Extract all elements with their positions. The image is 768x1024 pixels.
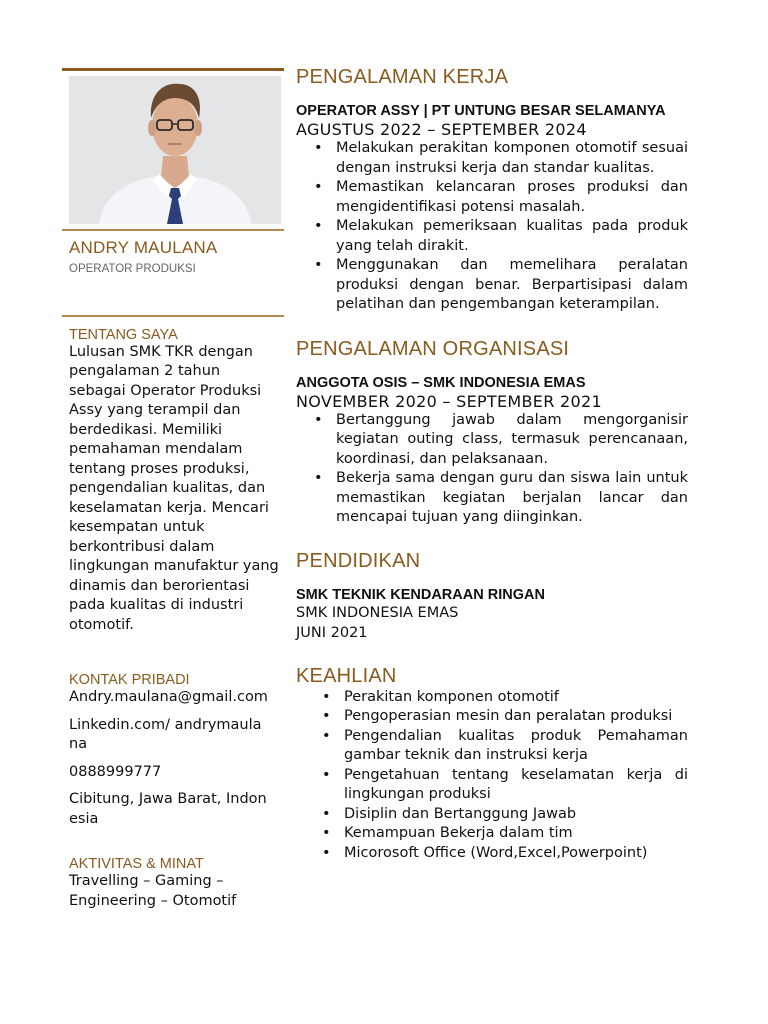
- list-item: • Menggunakan dan memelihara peralatan produksi dengan benar. Berpartisipasi dalam pelatihan dan pengembangan keterampilan.: [314, 257, 688, 312]
- list-item: • Pengoperasian mesin dan peralatan produksi: [322, 708, 673, 724]
- organization-list: [296, 411, 688, 528]
- top-divider: [62, 68, 284, 71]
- organization-heading: PENGALAMAN ORGANISASI: [296, 337, 570, 360]
- interests-text: Travelling – Gaming – Engineering – Otomotif: [69, 873, 237, 909]
- about-divider: [62, 315, 284, 317]
- sidebar: [62, 68, 284, 911]
- contact-address: Cibitung, Jawa Barat, Indonesia: [69, 791, 267, 827]
- list-item: • Disiplin dan Bertanggung Jawab: [322, 805, 577, 822]
- organization-period: NOVEMBER 2020 – SEPTEMBER 2021: [296, 391, 602, 411]
- list-item: • Pengendalian kualitas produk Pemahaman gambar teknik dan instruksi kerja: [322, 727, 688, 763]
- experience-heading: PENGALAMAN KERJA: [296, 66, 509, 88]
- experience-title: OPERATOR ASSY | PT UNTUNG BESAR SELAMANYA: [296, 103, 666, 119]
- list-item: • Micorosoft Office (Word,Excel,Powerpoint): [322, 844, 648, 861]
- main-content: [296, 66, 688, 863]
- list-item: • Perakitan komponen otomotif: [322, 688, 559, 705]
- education-date: JUNI 2021: [296, 624, 368, 641]
- profile-name: ANDRY MAULANA: [69, 238, 218, 257]
- profile-photo: [69, 76, 281, 224]
- photo-divider: [62, 229, 284, 231]
- list-item: • Pengetahuan tentang keselamatan kerja di lingkungan produksi: [322, 766, 688, 802]
- contact-heading: KONTAK PRIBADI: [69, 672, 190, 688]
- skills-list: [296, 688, 688, 864]
- contact-phone: 0888999777: [69, 763, 162, 780]
- experience-period: AGUSTUS 2022 – SEPTEMBER 2024: [296, 120, 587, 139]
- list-item: • Melakukan perakitan komponen otomotif sesuai dengan instruksi kerja dan standar kualitas.: [314, 140, 688, 176]
- list-item: • Bertanggung jawab dalam mengorganisir kegiatan outing class, termasuk perencanaan, koordinasi, dan pelaksanaan.: [314, 411, 688, 467]
- education-school: SMK INDONESIA EMAS: [296, 604, 459, 621]
- skills-heading: KEAHLIAN: [296, 664, 397, 687]
- about-heading: TENTANG SAYA: [69, 326, 178, 343]
- list-item: • Bekerja sama dengan guru dan siswa lain untuk memastikan kegiatan berjalan lancar dan mencapai tujuan yang diinginkan.: [314, 470, 688, 525]
- about-text: Lulusan SMK TKR dengan pengalaman 2 tahun sebagai Operator Produksi Assy yang terampil dan berdedikasi. Memiliki pemahaman mendalam tentang proses produksi, pengendalian kualitas, dan keselamatan kerja. Mencari kesempatan untuk berkontribusi dalam lingkungan manufaktur yang dinamis dan berorientasi pada kualitas di industri otomotif.: [69, 343, 279, 633]
- contact-email[interactable]: Andry.maulana@gmail.com: [69, 689, 268, 705]
- list-item: • Memastikan kelancaran proses produksi dan mengidentifikasi potensi masalah.: [314, 179, 688, 215]
- interests-heading: AKTIVITAS & MINAT: [69, 856, 204, 872]
- contact-linkedin[interactable]: Linkedin.com/ andrymaulana: [69, 716, 262, 752]
- experience-list: [296, 139, 688, 315]
- education-major: SMK TEKNIK KENDARAAN RINGAN: [296, 586, 545, 603]
- organization-title: ANGGOTA OSIS – SMK INDONESIA EMAS: [296, 374, 586, 391]
- profile-role: OPERATOR PRODUKSI: [69, 263, 196, 275]
- list-item: • Melakukan pemeriksaan kualitas pada produk yang telah dirakit.: [314, 218, 688, 254]
- list-item: • Kemampuan Bekerja dalam tim: [322, 825, 573, 841]
- education-heading: PENDIDIKAN: [296, 549, 421, 572]
